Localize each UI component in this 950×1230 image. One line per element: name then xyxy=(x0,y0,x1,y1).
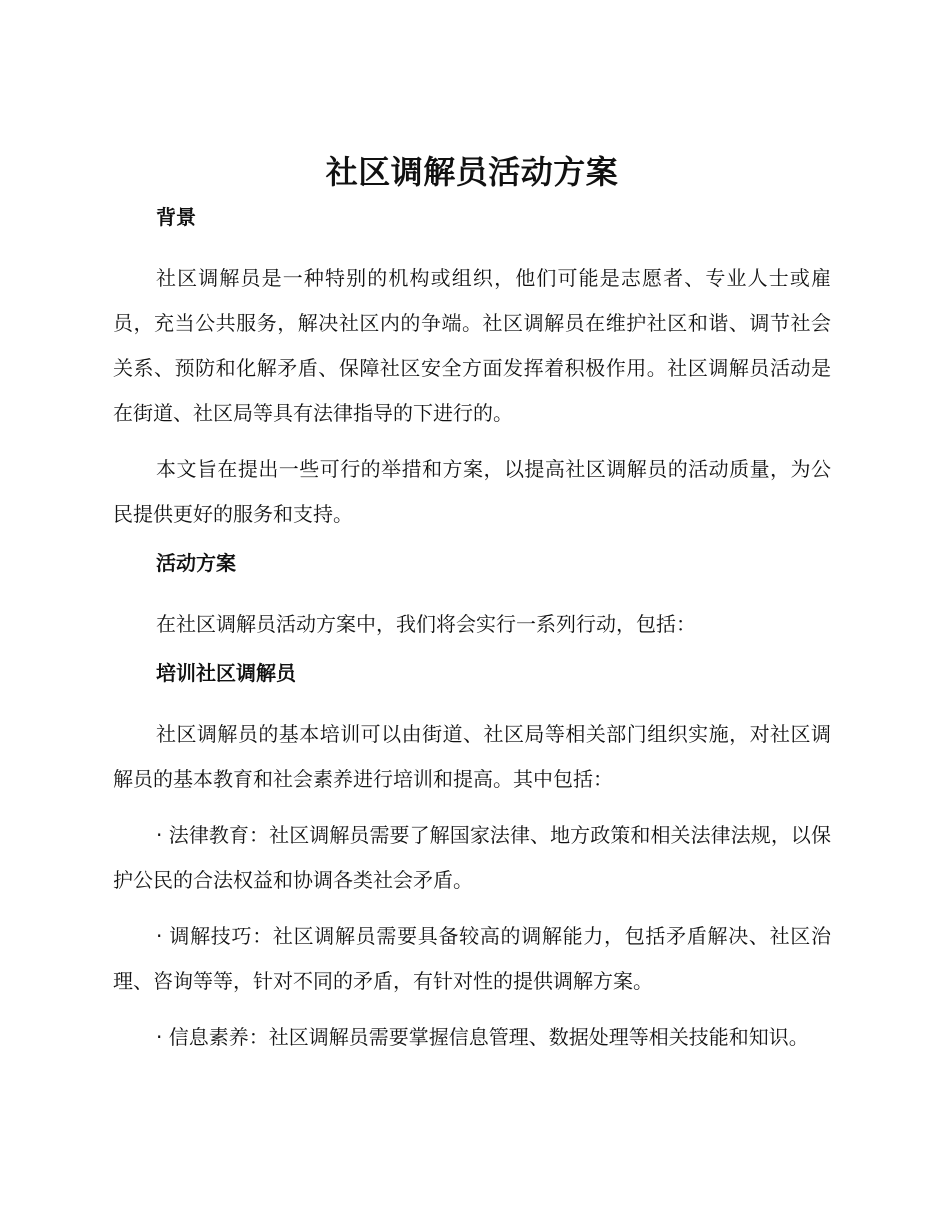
paragraph-background-2: 本文旨在提出一些可行的举措和方案，以提高社区调解员的活动质量，为公民提供更好的服务和支持。 xyxy=(113,457,831,526)
paragraph-plan-1: 在社区调解员活动方案中，我们将会实行一系列行动，包括： xyxy=(156,612,696,636)
bullet-item-skill: · 调解技巧：社区调解员需要具备较高的调解能力，包括矛盾解决、社区治理、咨询等等，针对不同的矛盾，有针对性的提供调解方案。 xyxy=(113,924,831,993)
paragraph-training-1: 社区调解员的基本培训可以由街道、社区局等相关部门组织实施，对社区调解员的基本教育和社会素养进行培训和提高。其中包括： xyxy=(113,722,831,791)
paragraph-background-1: 社区调解员是一种特别的机构或组织，他们可能是志愿者、专业人士或雇员，充当公共服务，解决社区内的争端。社区调解员在维护社区和谐、调节社会关系、预防和化解矛盾、保障社区安全方面发挥着积极作用。社区调解员活动是在街道、社区局等具有法律指导的下进行的。 xyxy=(113,266,831,425)
document-body xyxy=(113,150,831,1071)
bullet-item-law: · 法律教育：社区调解员需要了解国家法律、地方政策和相关法律法规，以保护公民的合法权益和协调各类社会矛盾。 xyxy=(113,823,831,892)
section-heading-background: 背景 xyxy=(156,205,196,229)
section-heading-plan: 活动方案 xyxy=(156,551,236,575)
section-heading-training: 培训社区调解员 xyxy=(156,661,296,685)
document-title: 社区调解员活动方案 xyxy=(325,153,619,191)
bullet-item-info: · 信息素养：社区调解员需要掌握信息管理、数据处理等相关技能和知识。 xyxy=(156,1025,809,1049)
